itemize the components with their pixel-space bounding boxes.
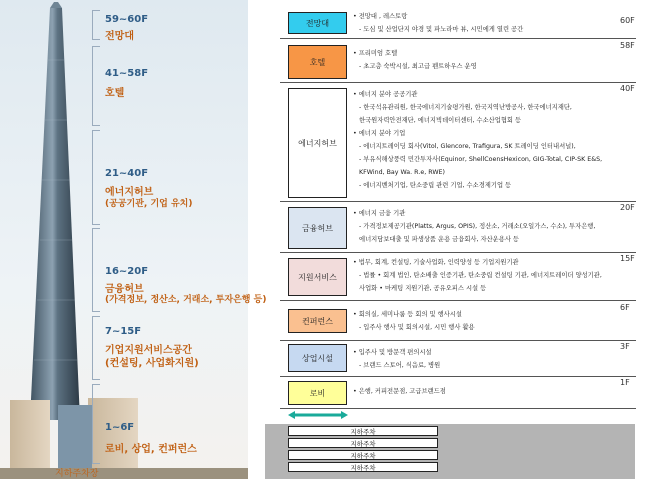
parking-level: 지하주차	[288, 426, 438, 436]
floor-divider	[280, 408, 636, 409]
zone-name: 에너지허브	[105, 187, 154, 198]
zone-bracket	[92, 10, 100, 40]
parking-level: 지하주차	[288, 462, 438, 472]
zone-bracket	[92, 130, 100, 225]
zone-bracket	[92, 316, 100, 380]
zone-bracket	[92, 228, 100, 312]
floor-description: • 입주사 및 방문객 편의시설 - 브랜드 스토어, 식음료, 병원	[353, 349, 441, 369]
floor-block-support-services: 지원서비스	[288, 258, 347, 296]
zone-bracket	[92, 384, 100, 464]
zone-note: (공공기관, 기업 유치)	[105, 199, 193, 209]
floor-label: 6F	[620, 303, 630, 312]
zone-name: 로비, 상업, 컨퍼런스	[105, 444, 197, 455]
floor-description: • 에너지 분야 공공기관 - 한국석유관리원, 한국에너지기술평가원, 한국지역난방공사, 한국에너지재단, 한국원자력안전재단, 에너지빅데이터센터, 수소산업협회 등 • 에너지 분야 기업 - 에너지트레이딩 회사(Vitol, Glencore, Trafigura, SK 트레이딩 인터내셔널), - 부유식해상풍력 민간투자사(Equinor, ShellCoensHexicon, GIG-Total, CIP-SK E&S, KFWind, Bay Wa. R.e, RWE) - 에너지벤처기업, 탄소중립 관련 기업, 수소경제기업 등	[353, 91, 603, 189]
floor-description: • 회의실, 세미나룸 등 회의 및 행사시설 - 입주사 행사 및 회의시설, 시민 행사 활용	[353, 311, 475, 331]
floor-label: 1F	[620, 378, 630, 387]
zone-name: 호텔	[105, 88, 125, 99]
floor-block-commercial: 상업시설	[288, 344, 347, 372]
floor-block-conference: 컨퍼런스	[288, 309, 347, 333]
floor-block-lobby: 로비	[288, 381, 347, 405]
floor-divider	[280, 38, 636, 39]
zone-name: 전망대	[105, 31, 134, 42]
floor-description: • 은행, 커피전문점, 고급브랜드점	[353, 388, 446, 395]
floor-divider	[280, 376, 636, 377]
floor-divider	[280, 201, 636, 202]
floor-label: 3F	[620, 342, 630, 351]
zone-note: (컨설팅, 사업화지원)	[105, 358, 199, 369]
floor-description: • 법무, 회계, 컨설팅, 기술사업화, 인력양성 등 기업지원기관 - 법률 • 회계 법인, 탄소배출 인증기관, 탄소중립 컨설팅 기관, 에너지트레이더 양성기관, 사업화 • 마케팅 지원기관, 공유오피스 시설 등	[353, 259, 602, 292]
zone-note: (가격정보, 정산소, 거래소, 투자은행 등)	[105, 295, 267, 305]
floor-description: • 에너지 금융 기관 - 가격정보제공기관(Platts, Argus, OPIS), 정산소, 거래소(오일가스, 수소), 투자은행, 에너지담보대출 및 파생상품 운용 금융회사, 자산운용사 등	[353, 210, 596, 243]
floor-divider	[280, 82, 636, 83]
zone-range: 59~60F	[105, 14, 149, 25]
zone-range: 1~6F	[105, 422, 135, 433]
zone-name: 금융허브	[105, 284, 144, 295]
zone-range: 41~58F	[105, 68, 149, 79]
floor-divider	[280, 252, 636, 253]
floor-label: 58F	[620, 41, 635, 50]
floor-block-hotel: 호텔	[288, 45, 347, 79]
floor-block-observatory: 전망대	[288, 12, 347, 34]
tower-illustration-panel	[0, 0, 267, 479]
floor-divider	[280, 340, 636, 341]
zone-range: 7~15F	[105, 326, 142, 337]
parking-level: 지하주차	[288, 438, 438, 448]
floor-label: 60F	[620, 16, 635, 25]
zone-range: 21~40F	[105, 168, 149, 179]
floor-description: • 프리미엄 호텔 - 초고층 숙박시설, 최고급 펜트하우스 운영	[353, 50, 477, 70]
floor-block-energy-hub: 에너지허브	[288, 88, 347, 198]
floor-label: 15F	[620, 254, 635, 263]
zone-range: 16~20F	[105, 266, 149, 277]
floor-divider	[280, 300, 636, 301]
double-arrow-icon	[288, 411, 348, 419]
parking-caption: 지하주차장	[55, 469, 99, 479]
floor-block-finance-hub: 금융허브	[288, 207, 347, 249]
parking-level: 지하주차	[288, 450, 438, 460]
zone-name: 기업지원서비스공간	[105, 345, 192, 356]
floor-label: 40F	[620, 84, 635, 93]
floor-label: 20F	[620, 203, 635, 212]
zone-bracket	[92, 46, 100, 126]
floor-description: • 전망대 , 레스토랑 - 도심 및 산업단지 야경 및 파노라마 뷰, 시민에게 열린 공간	[353, 13, 524, 33]
